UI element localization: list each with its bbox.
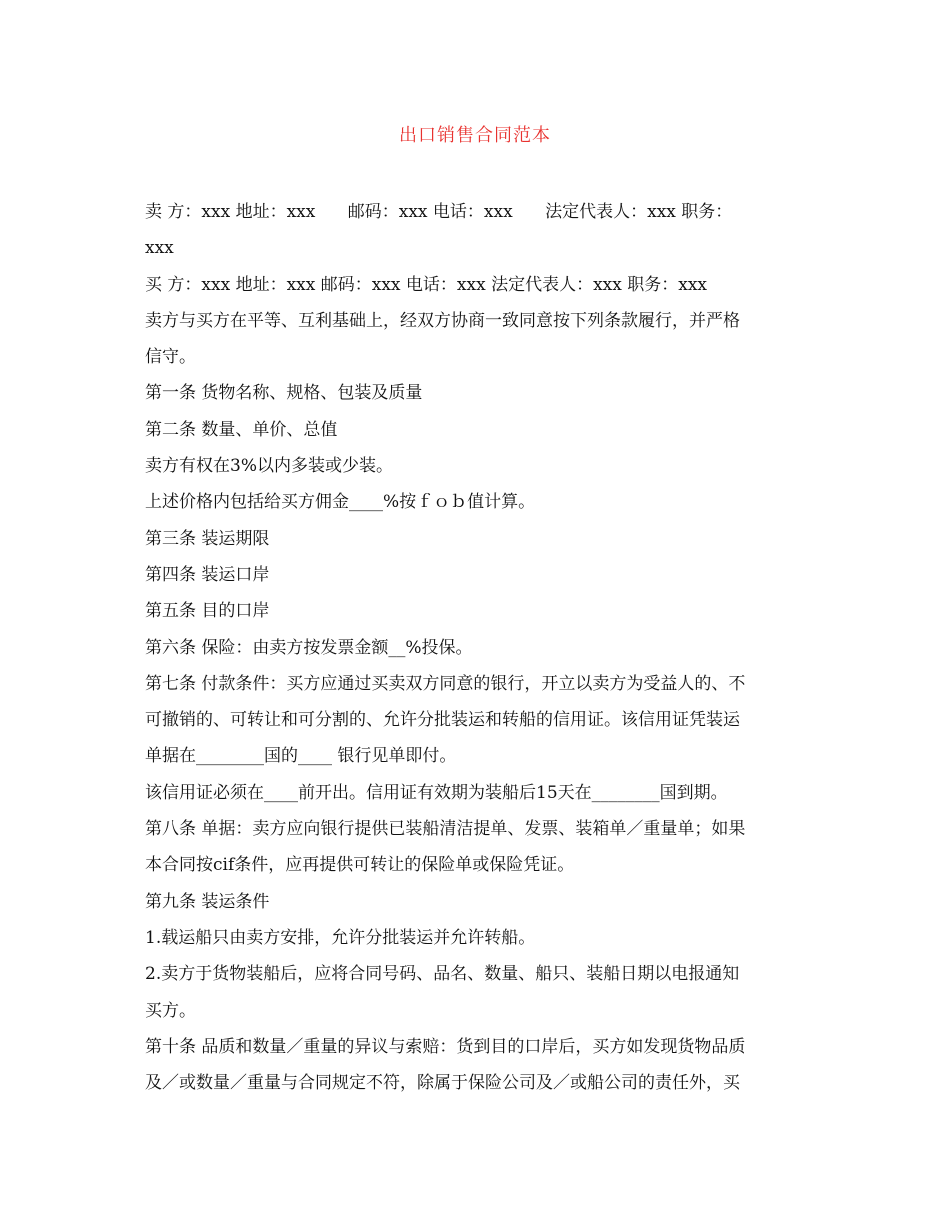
- document-title: 出口销售合同范本: [399, 125, 551, 146]
- list-item: 2.卖方于货物装船后，应将合同号码、品名、数量、船只、装船日期以电报通知: [145, 964, 740, 985]
- paragraph-line: 单据在________国的____ 银行见单即付。: [145, 746, 457, 767]
- paragraph-line: 本合同按cif条件，应再提供可转让的保险单或保险凭证。: [145, 855, 575, 876]
- paragraph-line: 卖方有权在3%以内多装或少装。: [145, 456, 393, 477]
- paragraph-line: 该信用证必须在____前开出。信用证有效期为装船后15天在________国到期。: [145, 782, 728, 803]
- buyer-info-line: 买 方：xxx 地址：xxx 邮码：xxx 电话：xxx 法定代表人：xxx 职务：xxx: [145, 274, 707, 295]
- paragraph-line: 可撤销的、可转让和可分割的、允许分批装运和转船的信用证。该信用证凭装运: [145, 710, 740, 731]
- preamble-line-continued: 信守。: [145, 347, 196, 368]
- article-2-heading: 第二条 数量、单价、总值: [145, 419, 338, 440]
- list-item-continued: 买方。: [145, 1000, 196, 1021]
- preamble-line: 卖方与买方在平等、互利基础上，经双方协商一致同意按下列条款履行，并严格: [145, 310, 740, 331]
- article-1-heading: 第一条 货物名称、规格、包装及质量: [145, 383, 423, 404]
- article-6-heading: 第六条 保险：由卖方按发票金额__%投保。: [145, 637, 473, 658]
- seller-info-line-continued: xxx: [145, 238, 174, 259]
- document-body: [145, 194, 805, 1101]
- article-5-heading: 第五条 目的口岸: [145, 601, 270, 622]
- paragraph-line: 及／或数量／重量与合同规定不符，除属于保险公司及／或船公司的责任外，买: [145, 1073, 740, 1094]
- article-3-heading: 第三条 装运期限: [145, 528, 270, 549]
- seller-info-line: 卖 方：xxx 地址：xxx 邮码：xxx 电话：xxx 法定代表人：xxx 职务：: [145, 202, 733, 222]
- paragraph-line: 上述价格内包括给买方佣金____%按ｆｏｂ值计算。: [145, 492, 536, 513]
- article-4-heading: 第四条 装运口岸: [145, 564, 270, 585]
- article-10-heading: 第十条 品质和数量／重量的异议与索赔：货到目的口岸后，买方如发现货物品质: [145, 1036, 746, 1057]
- article-8-heading: 第八条 单据：卖方应向银行提供已装船清洁提单、发票、装箱单／重量单；如果: [145, 819, 746, 840]
- article-7-heading: 第七条 付款条件：买方应通过买卖双方同意的银行，开立以卖方为受益人的、不: [145, 673, 746, 694]
- article-9-heading: 第九条 装运条件: [145, 891, 270, 912]
- list-item: 1.载运船只由卖方安排，允许分批装运并允许转船。: [145, 927, 536, 948]
